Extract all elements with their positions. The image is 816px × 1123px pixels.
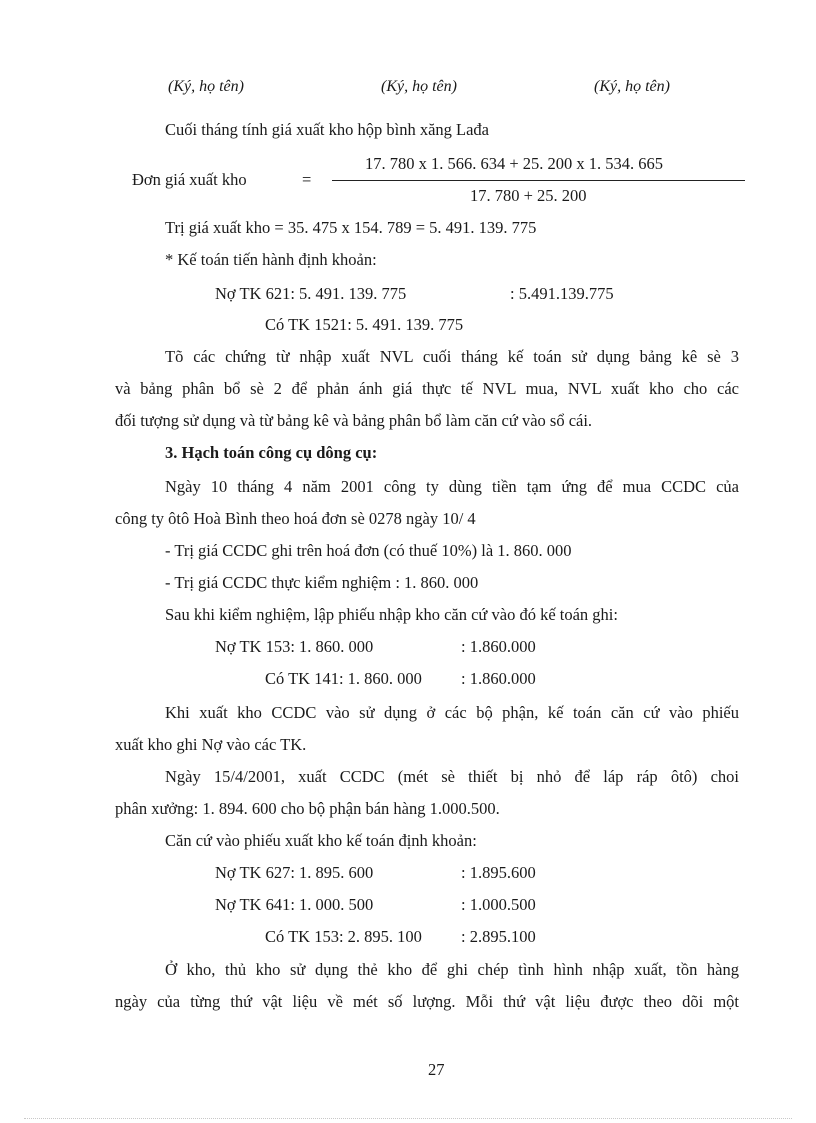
paragraph-line: xuất kho ghi Nợ vào các TK. xyxy=(115,735,307,754)
debit-entry-621: Nợ TK 621: 5. 491. 139. 775 xyxy=(215,284,407,303)
equals-sign: = xyxy=(302,170,312,189)
paragraph-line: ngày của từng thứ vật liệu về mét số lượng. Mỗi thứ vật liệu được theo dõi một xyxy=(115,992,739,1011)
after-check-text: Sau khi kiểm nghiệm, lập phiếu nhập kho căn cứ vào đó kế toán ghi: xyxy=(165,605,618,624)
debit-entry-641-amount: : 1.000.500 xyxy=(461,895,536,914)
paragraph-line: và bảng phân bổ sè 2 để phản ánh giá thực tế NVL mua, NVL xuất kho cho các xyxy=(115,379,739,398)
debit-entry-153: Nợ TK 153: 1. 860. 000 xyxy=(215,637,374,656)
credit-entry-153: Có TK 153: 2. 895. 100 xyxy=(265,927,422,946)
debit-entry-627-amount: : 1.895.600 xyxy=(461,863,536,882)
section-heading: 3. Hạch toán công cụ dông cụ: xyxy=(165,443,378,462)
accounting-entry-intro: * Kế toán tiến hành định khoản: xyxy=(165,250,377,269)
debit-entry-627: Nợ TK 627: 1. 895. 600 xyxy=(215,863,374,882)
signature-label-3: (Ký, họ tên) xyxy=(594,78,670,95)
page-bottom-divider xyxy=(24,1118,792,1119)
paragraph-line: Tõ các chứng từ nhập xuất NVL cuối tháng kế toán sử dụng bảng kê sè 3 xyxy=(165,347,739,366)
paragraph-line: Khi xuất kho CCDC vào sử dụng ở các bộ phận, kế toán căn cứ vào phiếu xyxy=(165,703,739,722)
paragraph-line: Ngày 10 tháng 4 năm 2001 công ty dùng tiền tạm ứng để mua CCDC của xyxy=(165,477,739,496)
signature-label-2: (Ký, họ tên) xyxy=(381,78,457,95)
unit-price-label: Đơn giá xuất kho xyxy=(132,170,247,189)
fraction-bar xyxy=(332,180,745,181)
export-value: Trị giá xuất kho = 35. 475 x 154. 789 = 5. 491. 139. 775 xyxy=(165,218,537,237)
bullet-item: - Trị giá CCDC ghi trên hoá đơn (có thuế 10%) là 1. 860. 000 xyxy=(165,541,572,560)
debit-entry-153-amount: : 1.860.000 xyxy=(461,637,536,656)
signature-label-1: (Ký, họ tên) xyxy=(168,78,244,95)
debit-entry-641: Nợ TK 641: 1. 000. 500 xyxy=(215,895,374,914)
fraction-numerator: 17. 780 x 1. 566. 634 + 25. 200 x 1. 534. 665 xyxy=(365,154,664,173)
paragraph-line: Ở kho, thủ kho sử dụng thẻ kho để ghi chép tình hình nhập xuất, tồn hàng xyxy=(165,960,739,979)
based-on-text: Căn cứ vào phiếu xuất kho kế toán định khoản: xyxy=(165,831,477,850)
debit-entry-621-amount: : 5.491.139.775 xyxy=(510,284,614,303)
fraction-denominator: 17. 780 + 25. 200 xyxy=(470,186,587,205)
paragraph-line: phân xưởng: 1. 894. 600 cho bộ phận bán hàng 1.000.500. xyxy=(115,799,500,818)
credit-entry-153-amount: : 2.895.100 xyxy=(461,927,536,946)
paragraph-line: Ngày 15/4/2001, xuất CCDC (mét sè thiết bị nhỏ để láp ráp ôtô) choi xyxy=(165,767,739,786)
credit-entry-141: Có TK 141: 1. 860. 000 xyxy=(265,669,422,688)
bullet-item: - Trị giá CCDC thực kiểm nghiệm : 1. 860. 000 xyxy=(165,573,479,592)
credit-entry-1521: Có TK 1521: 5. 491. 139. 775 xyxy=(265,315,464,334)
page-number: 27 xyxy=(428,1060,445,1079)
credit-entry-141-amount: : 1.860.000 xyxy=(461,669,536,688)
paragraph-line: đối tượng sử dụng và từ bảng kê và bảng phân bổ làm căn cứ vào sổ cái. xyxy=(115,411,593,430)
paragraph-line: công ty ôtô Hoà Bình theo hoá đơn sè 0278 ngày 10/ 4 xyxy=(115,509,476,528)
end-month-intro: Cuối tháng tính giá xuất kho hộp bình xăng Lađa xyxy=(165,120,489,139)
